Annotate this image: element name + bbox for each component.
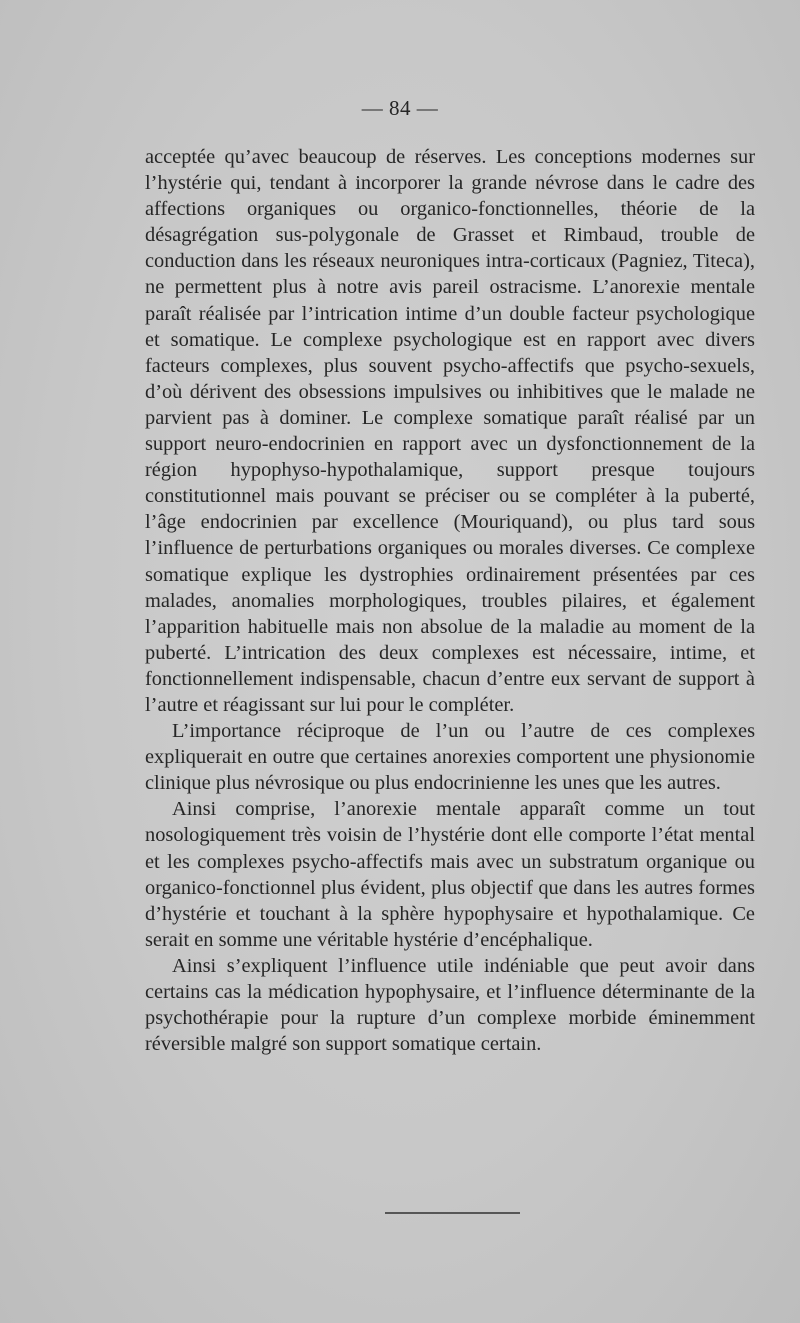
page-number: — 84 — xyxy=(361,96,439,120)
paragraph-4: Ainsi s’expliquent l’influence utile indéniable que peut avoir dans certains cas la médication hypophysaire, et l’influence déterminante de la psychothérapie pour la rupture d’un complexe morbide éminemment réversible malgré son support somatique certain. xyxy=(145,954,755,1056)
paragraph-2: L’importance réciproque de l’un ou l’autre de ces complexes expliquerait en outre que certaines anorexies comportent une physionomie clinique plus névrosique ou plus endocrinienne les unes que les autres. xyxy=(145,720,755,795)
body-text xyxy=(145,144,755,1057)
paragraph-1: acceptée qu’avec beaucoup de réserves. Les conceptions modernes sur l’hystérie qui, tendant à incorporer la grande névrose dans le cadre des affections organiques ou organico-fonctionnelles, théorie de la désagrégation sus-polygonale de Grasset et Rimbaud, trouble de conduction dans les réseaux neuroniques intra-corticaux (Pagniez, Titeca), ne permettent plus à notre avis pareil ostracisme. L’anorexie mentale paraît réalisée par l’intrication intime d’un double facteur psychologique et somatique. Le complexe psychologique est en rapport avec divers facteurs complexes, plus souvent psycho-affectifs que psycho-sexuels, d’où dérivent des obsessions impulsives ou inhibitives que le malade ne parvient pas à dominer. Le complexe somatique paraît réalisé par un support neuro-endocrinien en rapport avec un dysfonctionnement de la région hypophyso-hypothalamique, support presque toujours constitutionnel mais pouvant se préciser ou se compléter à la puberté, l’âge endocrinien par excellence (Mouriquand), ou plus tard sous l’influence de perturbations organiques ou morales diverses. Ce complexe somatique explique les dystrophies ordinairement présentées par ces malades, anomalies morphologiques, troubles pilaires, et également l’apparition habituelle mais non absolue de la maladie au moment de la puberté. L’intrication des deux complexes est nécessaire, intime, et fonctionnellement indispensable, chacun d’entre eux servant de support à l’autre et réagissant sur lui pour le compléter. xyxy=(145,146,755,716)
end-rule xyxy=(385,1212,520,1214)
paragraph-3: Ainsi comprise, l’anorexie mentale apparaît comme un tout nosologiquement très voisin de l’hystérie dont elle comporte l’état mental et les complexes psycho-affectifs mais avec un substratum organique ou organico-fonctionnel plus évident, plus objectif que dans les autres formes d’hystérie et touchant à la sphère hypophysaire et hypothalamique. Ce serait en somme une véritable hystérie d’encéphalique. xyxy=(145,798,755,951)
